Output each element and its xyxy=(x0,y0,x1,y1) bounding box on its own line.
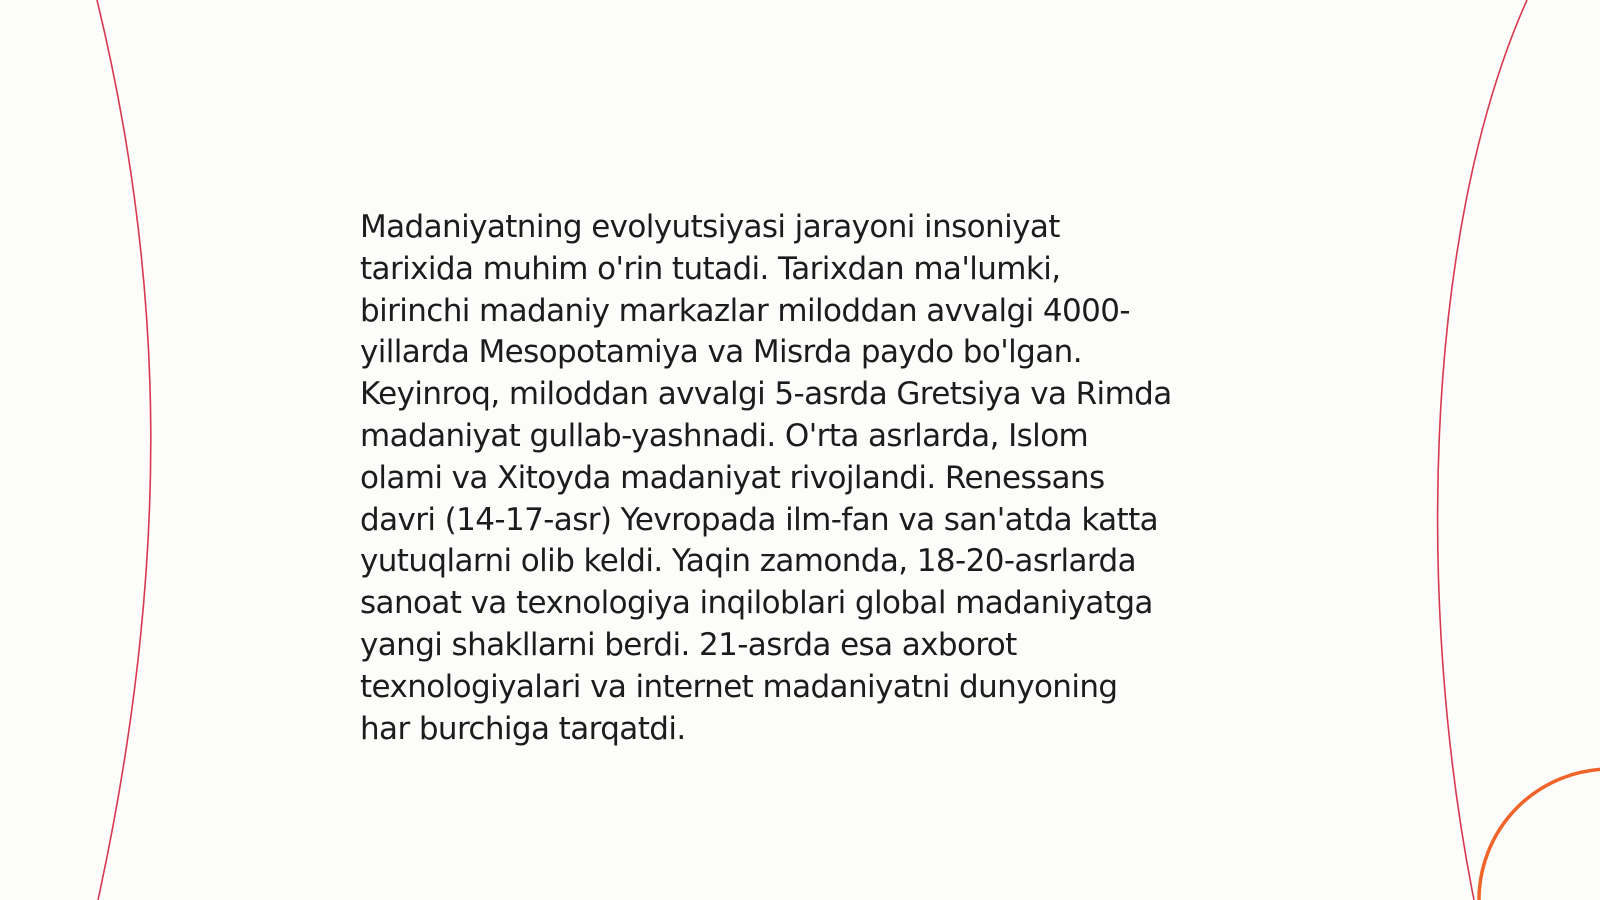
paragraph-line: yangi shakllarni berdi. 21-asrda esa axborot xyxy=(360,626,1017,663)
paragraph-line: yillarda Mesopotamiya va Misrda paydo bo'lgan. xyxy=(360,334,1082,371)
paragraph-line: tarixida muhim o'rin tutadi. Tarixdan ma'lumki, xyxy=(360,250,1061,287)
paragraph-line: davri (14-17-asr) Yevropada ilm-fan va san'atda katta xyxy=(360,501,1159,538)
paragraph-line: Madaniyatning evolyutsiyasi jarayoni insoniyat xyxy=(360,209,1060,245)
paragraph-line: texnologiyalari va internet madaniyatni dunyoning xyxy=(360,668,1118,705)
paragraph-line: har burchiga tarqatdi. xyxy=(360,710,686,747)
paragraph-line: sanoat va texnologiya inqiloblari global madaniyatga xyxy=(360,585,1153,622)
paragraph-line: yutuqlarni olib keldi. Yaqin zamonda, 18-20-asrlarda xyxy=(360,543,1137,580)
right-curve-line xyxy=(1438,0,1527,900)
paragraph-line: olami va Xitoyda madaniyat rivojlandi. Renessans xyxy=(360,459,1105,496)
accent-circle xyxy=(1479,769,1600,900)
paragraph-line: madaniyat gullab-yashnadi. O'rta asrlarda, Islom xyxy=(360,417,1089,454)
body-paragraph xyxy=(360,207,1260,750)
paragraph-line: birinchi madaniy markazlar miloddan avvalgi 4000- xyxy=(360,292,1130,329)
paragraph-line: Keyinroq, miloddan avvalgi 5-asrda Gretsiya va Rimda xyxy=(360,376,1172,413)
left-curve-line xyxy=(97,0,151,900)
